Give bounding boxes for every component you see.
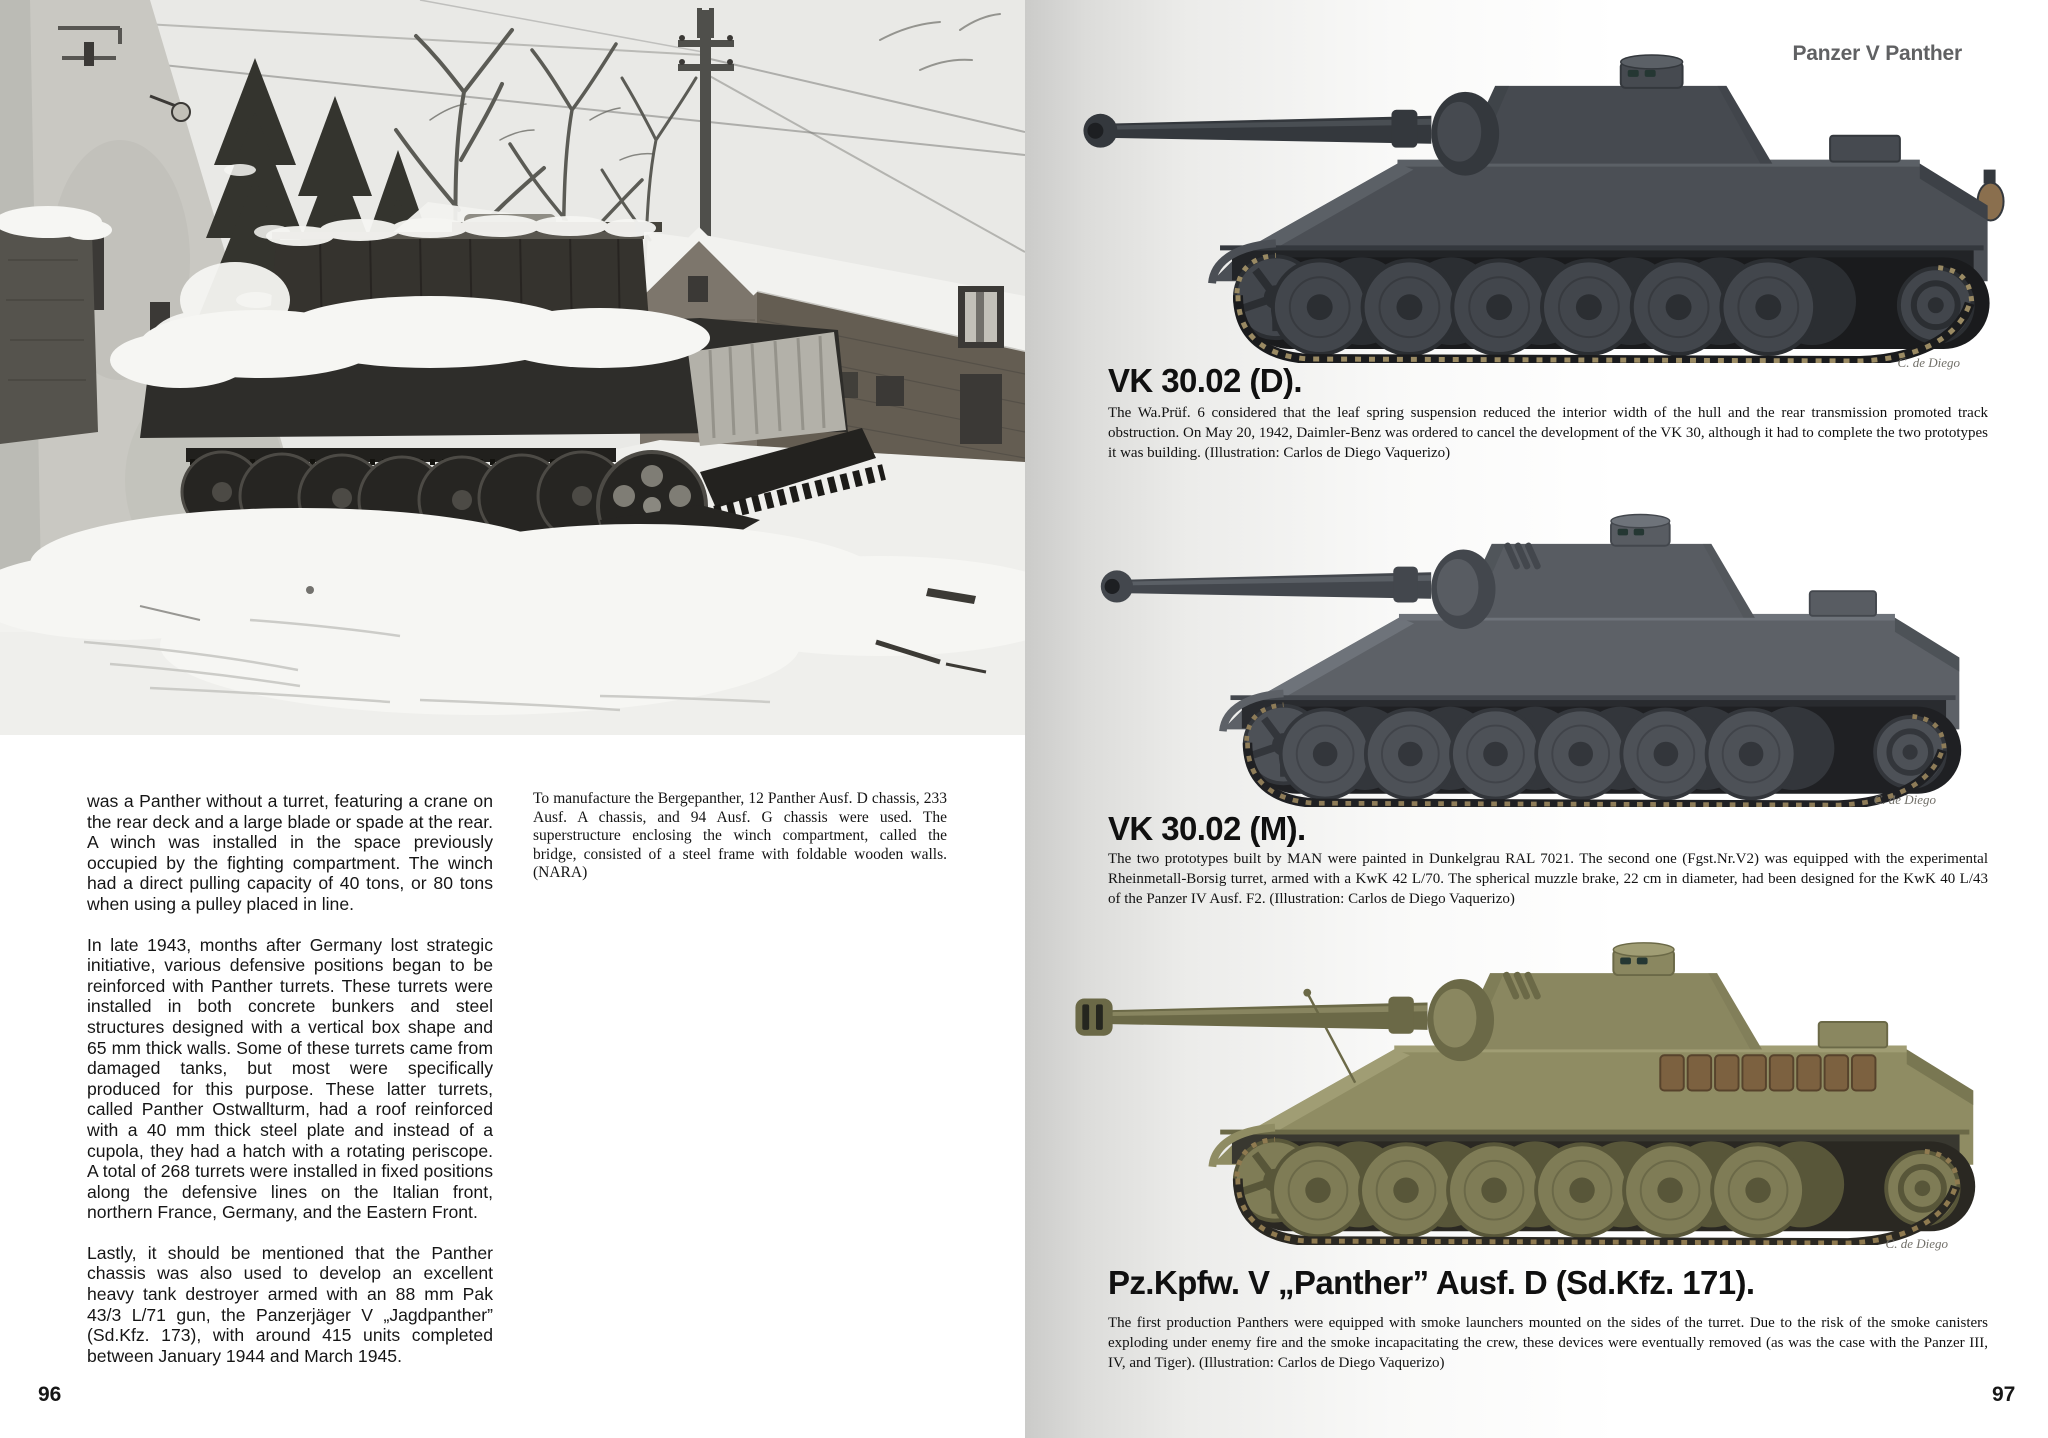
figure-caption-panther-ausf-d: The first production Panthers were equipped with smoke launchers mounted on the sides of the turret. Due to the risk of the smoke canisters exploding under enemy fire and the smoke incapacitating the crew, these devices were eventually removed (as was the case with the Panzer III, IV, and Tiger). (Illustration: Carlos de Diego Vaquerizo) [1108,1315,1988,1371]
figure-panther-ausf-d [1065,934,2015,1245]
photo-caption: To manufacture the Bergepanther, 12 Panther Ausf. D chassis, 233 Ausf. A chassis, and 94 Ausf. G chassis were used. The superstructure enclosing the winch compartment, called the bridge, consisted of a steel frame with foldable wooden walls. (NARA) [533,790,947,882]
illustrator-credit: C. de Diego [1885,1236,1948,1251]
figure-title-vk3002d: VK 30.02 (D). [1108,362,1302,399]
tank-illustration-panther-ausf-d [1065,934,2015,1245]
page-number-left: 96 [38,1383,62,1406]
bw-photo-snow-scene [0,0,1025,735]
body-paragraph: was a Panther without a turret, featuring a crane on the rear deck and a large blade or spade at the rear. A winch was installed in the space previously occupied by the fighting compartment. The winch had a direct pulling capacity of 40 tons, or 80 tons when using a pulley placed in line. [87,791,493,914]
tank-illustration-vk3002-m [1080,506,2000,807]
illustrator-credit: C. de Diego [1897,355,1960,370]
body-paragraph: Lastly, it should be mentioned that the Panther chassis was also used to develop an excellent heavy tank destroyer armed with an 88 mm Pak 43/3 L/71 gun, the Panzerjäger V „Jagdpanther” (Sd.Kfz. 173), with around 415 units completed between January 1944 and March 1945. [87,1242,493,1366]
running-head: Panzer V Panther [1792,42,1962,65]
page-number-right: 97 [1992,1383,2016,1406]
illustrator-credit: C. de Diego [1873,792,1936,807]
tank-illustration-vk3002-d [1062,46,2030,363]
figure-caption-vk3002m: The two prototypes built by MAN were painted in Dunkelgrau RAL 7021. The second one (Fgst.Nr.V2) was equipped with the experimental Rheinmetall-Borsig turret, armed with a KwK 42 L/70. The spherical muzzle brake, 22 cm in diameter, had been designed for the KwK 40 L/43 of the Panzer IV Ausf. F2. (Illustration: Carlos de Diego Vaquerizo) [1108,851,1988,907]
figure-caption-vk3002d: The Wa.Prüf. 6 considered that the leaf spring suspension reduced the interior width of the hull and the rear transmission promoted track obstruction. On May 20, 1942, Daimler-Benz was ordered to cancel the development of the VK 30, although it had to complete the two prototypes it was building. (Illustration: Carlos de Diego Vaquerizo) [1108,405,1988,461]
figure-title-panther-ausf-d: Pz.Kpfw. V „Panther” Ausf. D (Sd.Kfz. 171). [1108,1264,1755,1301]
body-text-column [87,791,493,1386]
figure-vk3002m [1080,506,2000,807]
photo-bergepanther-wreck [0,0,1025,735]
figure-vk3002d [1062,46,2030,363]
body-paragraph: In late 1943, months after Germany lost strategic initiative, various defensive positions began to be reinforced with Panther turrets. These turrets were installed in both concrete bunkers and steel structures designed with a vertical box shape and 65 mm thick walls. Some of these turrets came from damaged tanks, but most were specifically produced for this purpose. These latter turrets, called Panther Ostwallturm, had a roof reinforced with a 40 mm thick steel plate and instead of a cupola, they had a hatch with a rotating periscope. A total of 268 turrets were installed in fixed positions along the defensive lines on the Italian front, northern France, Germany, and the Eastern Front. [87,934,493,1223]
figure-title-vk3002m: VK 30.02 (M). [1108,810,1306,847]
page-right [1025,0,2048,1438]
